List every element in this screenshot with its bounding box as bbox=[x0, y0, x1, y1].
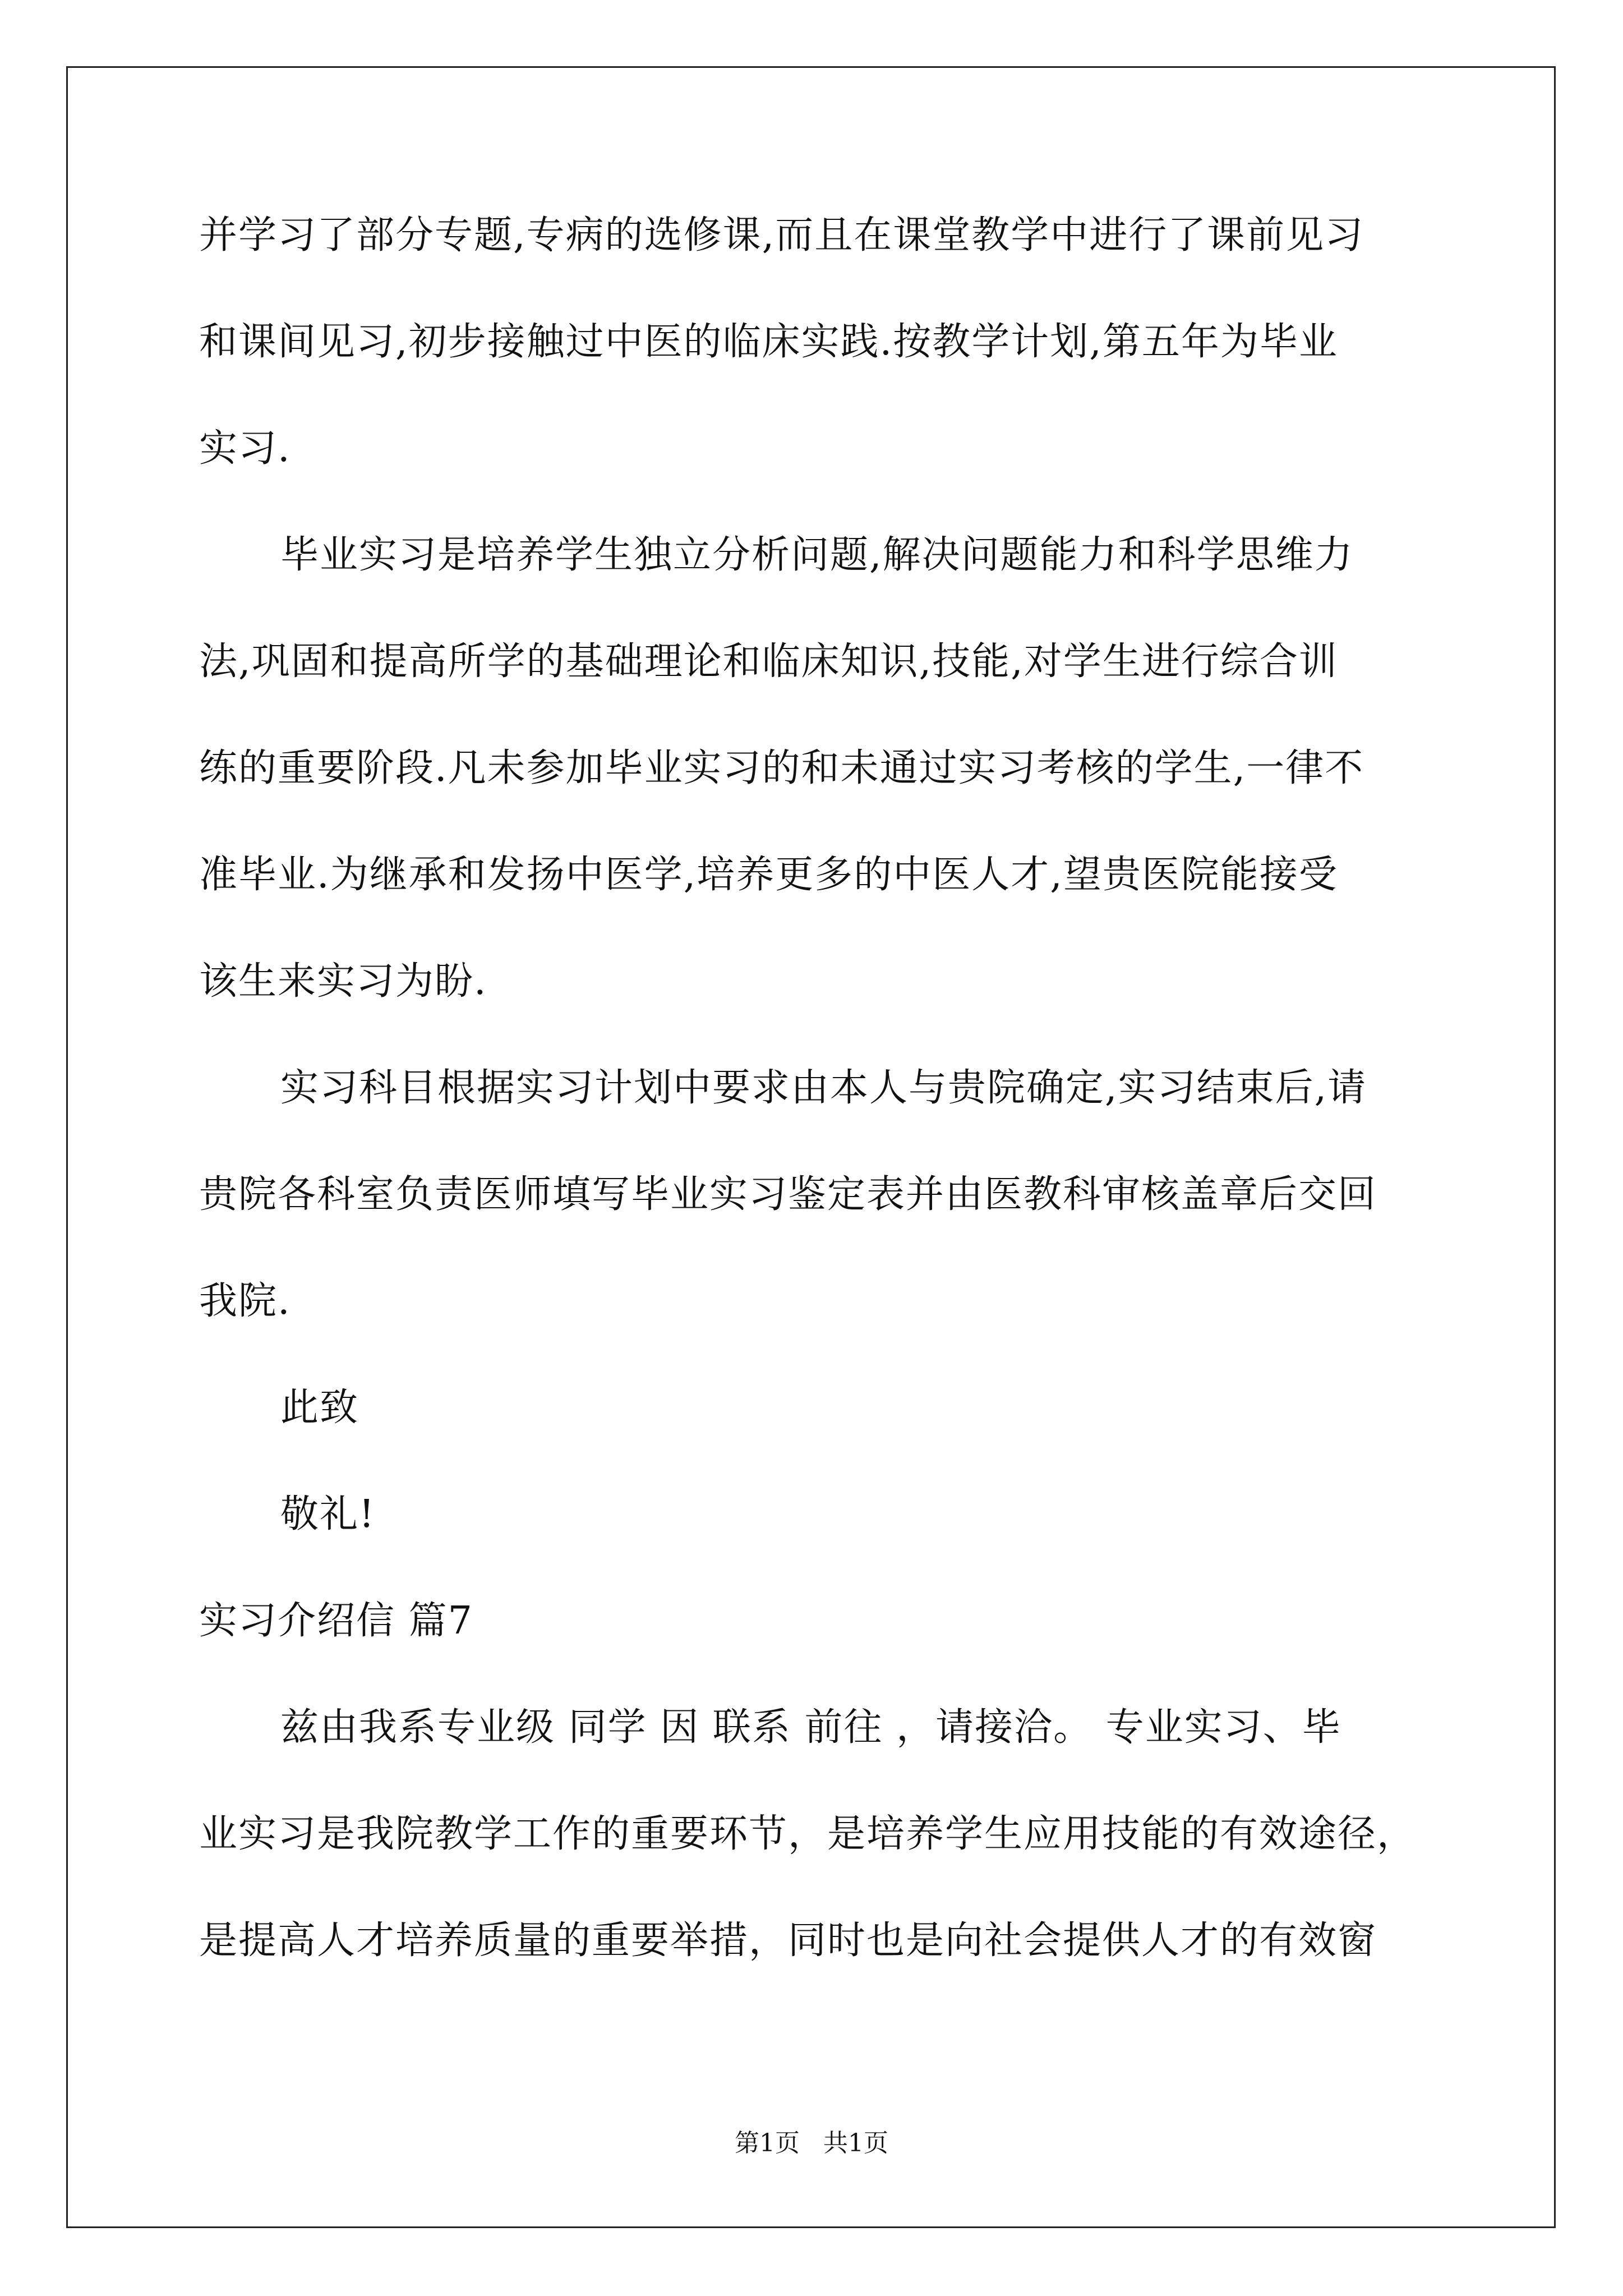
text-line: 实习. bbox=[199, 426, 291, 471]
text-line: 练的重要阶段.凡未参加毕业实习的和未通过实习考核的学生,一律不 bbox=[199, 746, 1364, 790]
text-line: 和课间见习,初步接触过中医的临床实践.按教学计划,第五年为毕业 bbox=[199, 320, 1338, 364]
text-line: 准毕业.为继承和发扬中医学,培养更多的中医人才,望贵医院能接受 bbox=[199, 853, 1338, 897]
text-line: 该生来实习为盼. bbox=[199, 959, 487, 1004]
paragraph-start: 实习科目根据实习计划中要求由本人与贵院确定,实习结束后,请 bbox=[280, 1066, 1367, 1110]
text-line: 贵院各科室负责医师填写毕业实习鉴定表并由医教科审核盖章后交回 bbox=[199, 1172, 1377, 1217]
text-line: 是提高人才培养质量的重要举措，同时也是向社会提供人才的有效窗 bbox=[199, 1918, 1377, 1963]
salutation-regards: 敬礼! bbox=[280, 1492, 376, 1536]
page-number-footer: 第1页 共1页 bbox=[735, 2129, 888, 2157]
salutation-closing: 此致 bbox=[280, 1386, 359, 1430]
text-line: 并学习了部分专题,专病的选修课,而且在课堂教学中进行了课前见习 bbox=[199, 213, 1364, 257]
page-border bbox=[66, 66, 1556, 2228]
text-line: 我院. bbox=[199, 1279, 291, 1323]
paragraph-start: 兹由我系专业级 同学 因 联系 前往 ，请接洽。 专业实习、毕 bbox=[280, 1705, 1341, 1750]
text-line: 法,巩固和提高所学的基础理论和临床知识,技能,对学生进行综合训 bbox=[199, 639, 1338, 684]
paragraph-start: 毕业实习是培养学生独立分析问题,解决问题能力和科学思维力 bbox=[280, 533, 1354, 577]
text-line: 业实习是我院教学工作的重要环节，是培养学生应用技能的有效途径， bbox=[199, 1812, 1417, 1856]
section-heading: 实习介绍信 篇7 bbox=[199, 1599, 473, 1643]
